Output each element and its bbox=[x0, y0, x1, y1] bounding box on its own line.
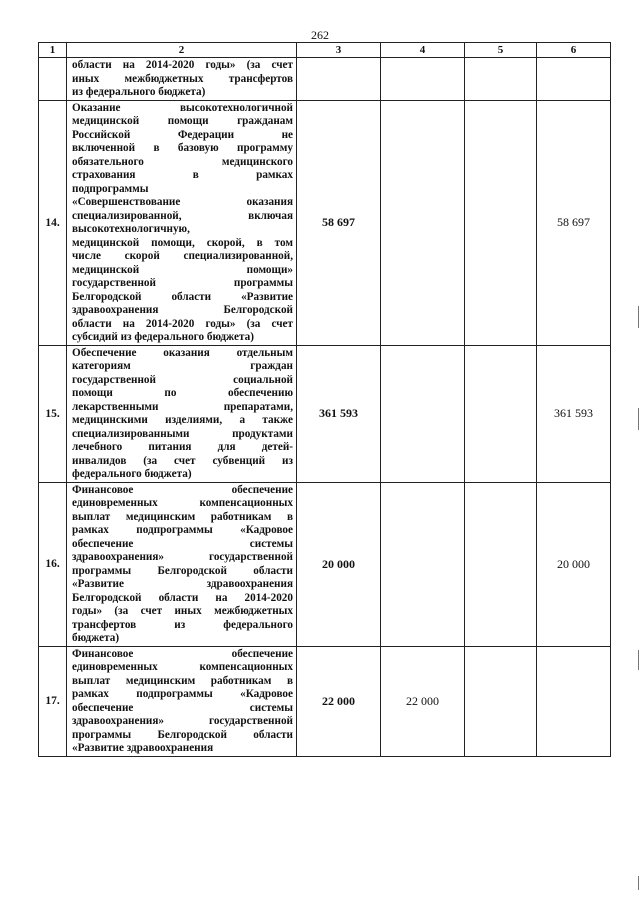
description-line: инвалидов (за счет субвенций из bbox=[72, 454, 293, 467]
row-description bbox=[67, 58, 297, 101]
description-line: выплат медицинским работникам в bbox=[72, 510, 293, 523]
description-line: лечебного питания для детей- bbox=[72, 441, 293, 453]
description-line: категориям граждан bbox=[72, 360, 293, 372]
amount-col-6 bbox=[537, 58, 611, 101]
description-line: лекарственными препаратами, bbox=[72, 400, 293, 413]
table-row bbox=[39, 482, 611, 646]
table-row bbox=[39, 646, 611, 756]
description-line: Финансовое обеспечение bbox=[72, 647, 293, 660]
amount-col-4 bbox=[381, 345, 465, 482]
amount-col-6: 20 000 bbox=[537, 482, 611, 646]
amount-col-5 bbox=[465, 646, 537, 756]
scan-edge-mark bbox=[638, 876, 639, 890]
description-line: числе скорой специализированной, bbox=[72, 250, 293, 262]
amount-col-3: 361 593 bbox=[297, 345, 381, 482]
amount-col-3 bbox=[297, 58, 381, 101]
amount-col-5 bbox=[465, 100, 537, 345]
description-line: трансфертов из федерального bbox=[72, 618, 293, 631]
description-line: «Развитие здравоохранения bbox=[72, 742, 214, 754]
description-line: «Развитие здравоохранения bbox=[72, 578, 293, 590]
description-line: здравоохранения» государственной bbox=[72, 551, 293, 563]
description-line: программы Белгородской области bbox=[72, 728, 293, 741]
header-col-3: 3 bbox=[297, 43, 381, 58]
header-col-1: 1 bbox=[39, 43, 67, 58]
description-line: высокотехнологичную, bbox=[72, 223, 190, 235]
description-line: Российской Федерации не bbox=[72, 128, 293, 141]
description-line: специализированными продуктами bbox=[72, 427, 293, 440]
header-col-4: 4 bbox=[381, 43, 465, 58]
description-line: обеспечение системы bbox=[72, 701, 293, 714]
amount-col-4: 22 000 bbox=[381, 646, 465, 756]
amount-col-5 bbox=[465, 58, 537, 101]
description-line: бюджета) bbox=[72, 632, 120, 644]
table-row bbox=[39, 345, 611, 482]
description-line: программы Белгородской области bbox=[72, 564, 293, 577]
description-line: государственной программы bbox=[72, 277, 293, 289]
description-line: годы» (за счет иных межбюджетных bbox=[72, 605, 293, 617]
description-line: обязательного медицинского bbox=[72, 155, 293, 168]
description-line: области на 2014-2020 годы» (за счет bbox=[72, 317, 293, 330]
row-description bbox=[67, 646, 297, 756]
header-row bbox=[39, 43, 611, 58]
header-col-5: 5 bbox=[465, 43, 537, 58]
amount-col-6 bbox=[537, 646, 611, 756]
scan-edge-mark bbox=[638, 650, 639, 670]
description-line: здравоохранения Белгородской bbox=[72, 304, 293, 316]
row-number: 15. bbox=[39, 345, 67, 482]
row-number: 16. bbox=[39, 482, 67, 646]
amount-col-4 bbox=[381, 58, 465, 101]
description-line: государственной социальной bbox=[72, 373, 293, 386]
amount-col-4 bbox=[381, 482, 465, 646]
page-number: 262 bbox=[311, 28, 329, 42]
row-description bbox=[67, 482, 297, 646]
description-line: страхования в рамках bbox=[72, 169, 293, 181]
description-line: обеспечение системы bbox=[72, 537, 293, 550]
amount-col-3: 58 697 bbox=[297, 100, 381, 345]
row-description bbox=[67, 345, 297, 482]
description-line: Финансовое обеспечение bbox=[72, 483, 293, 496]
budget-table bbox=[38, 42, 611, 757]
row-number: 17. bbox=[39, 646, 67, 756]
description-line: Оказание высокотехнологичной bbox=[72, 101, 293, 114]
description-line: специализированной, включая bbox=[72, 209, 293, 222]
description-line: Белгородской области на 2014-2020 bbox=[72, 591, 293, 604]
description-line: из федерального бюджета) bbox=[72, 86, 206, 98]
amount-col-3: 20 000 bbox=[297, 482, 381, 646]
row-number: 14. bbox=[39, 100, 67, 345]
description-line: медицинской помощи, скорой, в том bbox=[72, 236, 293, 249]
header-col-6: 6 bbox=[537, 43, 611, 58]
scan-edge-mark bbox=[638, 408, 639, 430]
amount-col-5 bbox=[465, 482, 537, 646]
amount-col-4 bbox=[381, 100, 465, 345]
amount-col-6: 361 593 bbox=[537, 345, 611, 482]
description-line: медицинской помощи гражданам bbox=[72, 115, 293, 127]
description-line: субсидий из федерального бюджета) bbox=[72, 331, 254, 343]
row-number bbox=[39, 58, 67, 101]
scan-edge-mark bbox=[638, 306, 639, 328]
description-line: «Совершенствование оказания bbox=[72, 196, 293, 208]
table-row bbox=[39, 58, 611, 101]
description-line: выплат медицинским работникам в bbox=[72, 674, 293, 687]
description-line: области на 2014-2020 годы» (за счет bbox=[72, 59, 293, 71]
amount-col-5 bbox=[465, 345, 537, 482]
table-row bbox=[39, 100, 611, 345]
description-line: включенной в базовую программу bbox=[72, 142, 293, 154]
header-col-2: 2 bbox=[67, 43, 297, 58]
amount-col-6: 58 697 bbox=[537, 100, 611, 345]
description-line: подпрограммы bbox=[72, 182, 149, 195]
description-line: иных межбюджетных трансфертов bbox=[72, 72, 293, 85]
row-description bbox=[67, 100, 297, 345]
description-line: помощи по обеспечению bbox=[72, 387, 293, 399]
description-line: единовременных компенсационных bbox=[72, 661, 293, 673]
description-line: Обеспечение оказания отдельным bbox=[72, 346, 293, 359]
description-line: медицинской помощи» bbox=[72, 263, 293, 276]
description-line: единовременных компенсационных bbox=[72, 497, 293, 509]
description-line: Белгородской области «Развитие bbox=[72, 290, 293, 303]
description-line: рамках подпрограммы «Кадровое bbox=[72, 688, 293, 700]
description-line: медицинскими изделиями, а также bbox=[72, 414, 293, 426]
description-line: рамках подпрограммы «Кадровое bbox=[72, 524, 293, 536]
description-line: здравоохранения» государственной bbox=[72, 715, 293, 727]
amount-col-3: 22 000 bbox=[297, 646, 381, 756]
description-line: федерального бюджета) bbox=[72, 468, 192, 480]
